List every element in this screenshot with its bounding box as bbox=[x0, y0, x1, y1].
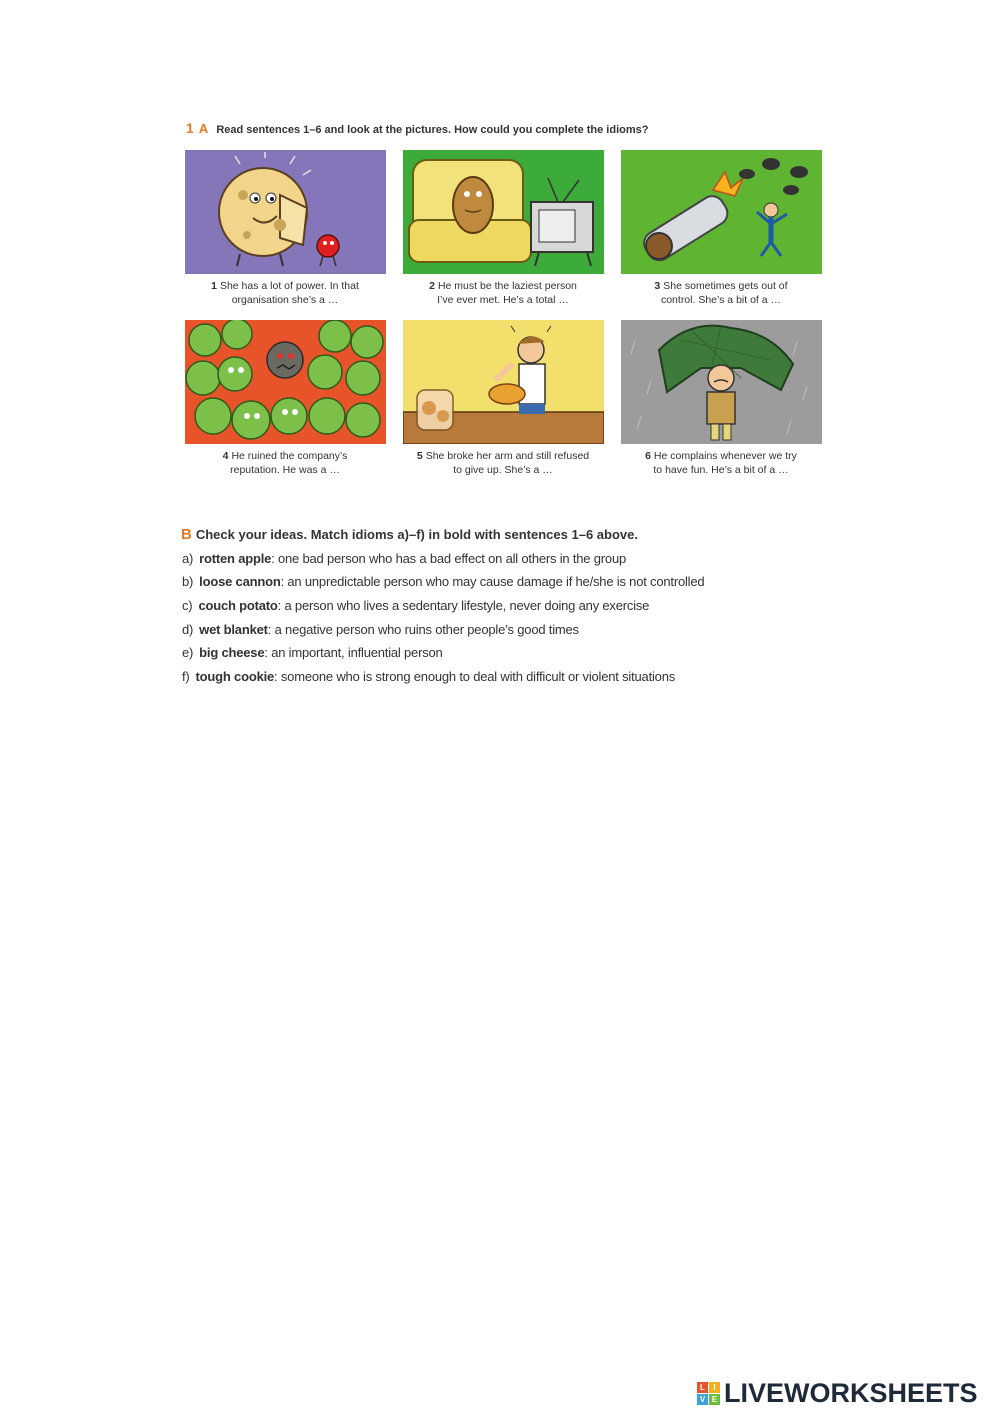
idiom-item bbox=[182, 574, 704, 589]
part-a-letter: A bbox=[198, 121, 209, 136]
idiom-definition: : a person who lives a sedentary lifestyle, never doing any exercise bbox=[277, 598, 650, 613]
idiom-term: loose cannon bbox=[199, 574, 281, 589]
idiom-item bbox=[182, 598, 649, 613]
idiom-item bbox=[182, 622, 579, 637]
idiom-label: c) bbox=[182, 598, 193, 613]
caption-text: reputation. He was a … bbox=[230, 464, 340, 476]
caption-text: She sometimes gets out of bbox=[663, 280, 788, 292]
caption-text: to have fun. He’s a bit of a … bbox=[653, 464, 789, 476]
apples-illustration bbox=[185, 320, 386, 444]
caption-1 bbox=[180, 279, 390, 307]
caption-text: to give up. She’s a … bbox=[453, 464, 553, 476]
caption-number: 2 bbox=[429, 280, 435, 292]
picture-wet-blanket bbox=[621, 320, 822, 444]
idiom-term: wet blanket bbox=[199, 622, 268, 637]
picture-tough-cookie bbox=[403, 320, 604, 444]
cheese-illustration bbox=[185, 150, 386, 274]
caption-number: 5 bbox=[416, 450, 423, 462]
idiom-label: a) bbox=[182, 551, 194, 566]
liveworksheets-logo[interactable] bbox=[697, 1376, 978, 1410]
cannon-illustration bbox=[621, 150, 822, 274]
picture-big-cheese bbox=[185, 150, 386, 274]
badge-letter: L bbox=[697, 1382, 708, 1393]
caption-6 bbox=[616, 449, 826, 477]
badge-letter: V bbox=[697, 1394, 708, 1405]
idiom-label: b) bbox=[182, 574, 194, 589]
caption-number: 3 bbox=[654, 280, 661, 292]
idiom-definition: : an important, influential person bbox=[264, 645, 443, 660]
caption-text: He must be the laziest person bbox=[437, 280, 577, 292]
live-badge-icon bbox=[697, 1382, 720, 1405]
caption-text: She broke her arm and still refused bbox=[425, 450, 590, 462]
brand-name: LIVEWORKSHEETS bbox=[724, 1377, 978, 1408]
caption-5 bbox=[398, 449, 608, 477]
caption-text: I’ve ever met. He’s a total … bbox=[437, 294, 569, 306]
exercise-number: 1 bbox=[186, 120, 194, 136]
idiom-label: d) bbox=[182, 622, 194, 637]
exercise-heading bbox=[186, 120, 648, 136]
idiom-definition: : one bad person who has a bad effect on all others in the group bbox=[271, 551, 627, 566]
picture-rotten-apple bbox=[185, 320, 386, 444]
badge-letter: I bbox=[709, 1382, 720, 1393]
part-b-letter: B bbox=[181, 526, 192, 543]
caption-text: He complains whenever we try bbox=[653, 450, 797, 462]
picture-couch-potato bbox=[403, 150, 604, 274]
idiom-term: tough cookie bbox=[195, 669, 275, 684]
idiom-term: rotten apple bbox=[199, 551, 272, 566]
part-b-instruction: Check your ideas. Match idioms a)–f) in bold with sentences 1–6 above. bbox=[195, 527, 638, 542]
idiom-label: f) bbox=[182, 669, 190, 684]
caption-3 bbox=[616, 279, 826, 307]
idiom-definition: : an unpredictable person who may cause damage if he/she is not controlled bbox=[280, 574, 705, 589]
badge-letter: E bbox=[709, 1394, 720, 1405]
caption-number: 1 bbox=[211, 280, 217, 292]
caption-4 bbox=[180, 449, 390, 477]
caption-text: organisation she’s a … bbox=[231, 294, 339, 306]
idiom-label: e) bbox=[182, 645, 194, 660]
idiom-term: couch potato bbox=[198, 598, 278, 613]
idiom-definition: : a negative person who ruins other people’s good times bbox=[267, 622, 579, 637]
picture-loose-cannon bbox=[621, 150, 822, 274]
caption-text: She has a lot of power. In that bbox=[219, 280, 359, 292]
idiom-item bbox=[182, 669, 675, 684]
caption-text: control. She’s a bit of a … bbox=[660, 294, 782, 306]
idiom-item bbox=[182, 551, 626, 566]
part-b-heading bbox=[181, 526, 638, 543]
idiom-term: big cheese bbox=[199, 645, 265, 660]
part-a-instruction: Read sentences 1–6 and look at the pictures. How could you complete the idioms? bbox=[216, 124, 649, 136]
caption-text: He ruined the company’s bbox=[231, 450, 348, 462]
couch-potato-illustration bbox=[403, 150, 604, 274]
blanket-illustration bbox=[621, 320, 822, 444]
cookie-illustration bbox=[403, 320, 604, 444]
idiom-definition: : someone who is strong enough to deal with difficult or violent situations bbox=[274, 669, 676, 684]
caption-number: 4 bbox=[222, 450, 229, 462]
caption-number: 6 bbox=[645, 450, 651, 462]
idiom-item bbox=[182, 645, 443, 660]
caption-2 bbox=[398, 279, 608, 307]
